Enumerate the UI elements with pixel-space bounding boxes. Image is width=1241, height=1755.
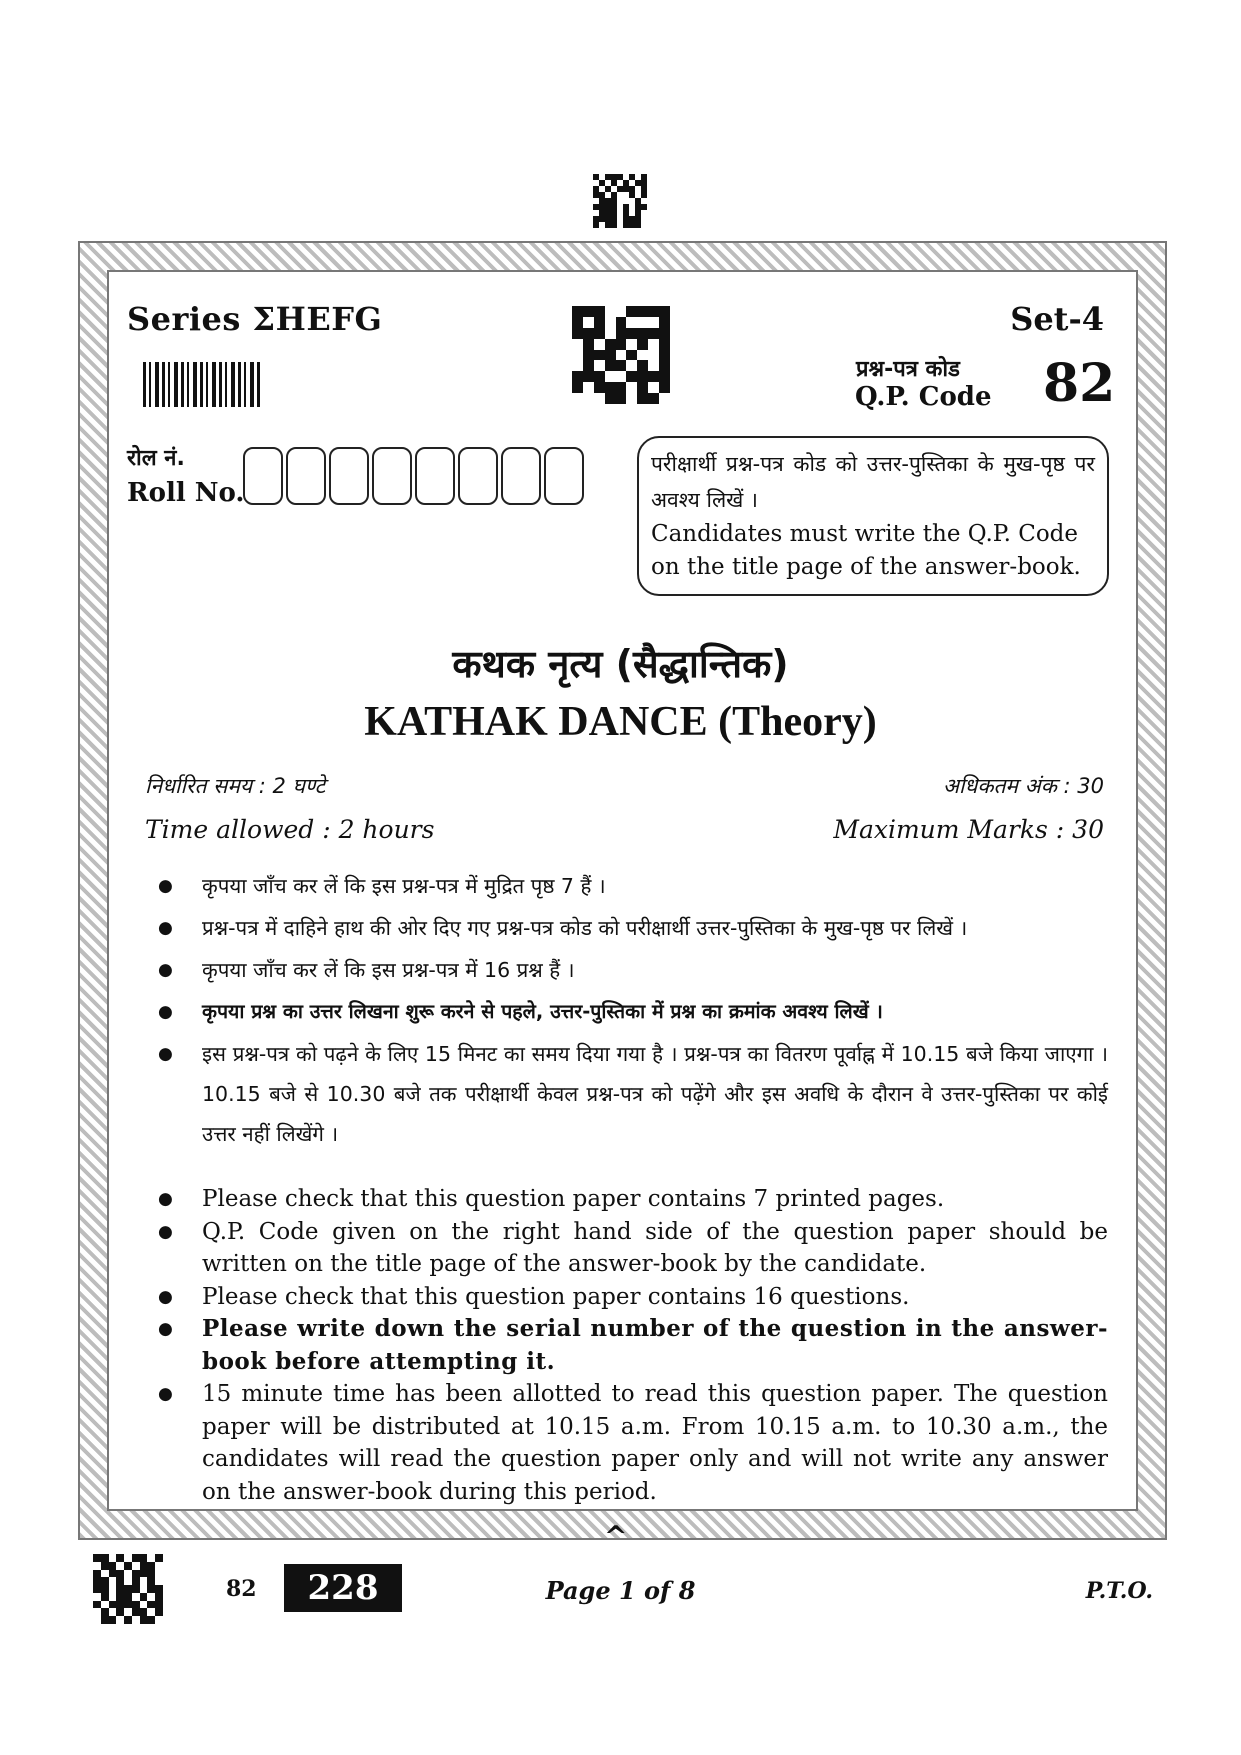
notice-hindi: परीक्षार्थी प्रश्न-पत्र कोड को उत्तर-पुस्तिका के मुख-पृष्ठ पर अवश्य लिखें । — [651, 452, 1095, 512]
instruction-item: ● प्रश्न-पत्र में दाहिने हाथ की ओर दिए गए प्रश्न-पत्र कोड को परीक्षार्थी उत्तर-पुस्तिका के मुख-पृष्ठ पर लिखें । — [158, 908, 1108, 948]
time-allowed-hindi: निर्धारित समय : 2 घण्टे — [145, 774, 326, 798]
qp-code-notice — [637, 436, 1109, 596]
roll-digit-box[interactable] — [458, 447, 498, 505]
notice-english: Candidates must write the Q.P. Code on the title page of the answer-book. — [651, 521, 1081, 580]
subject-title-hindi: कथक नृत्य (सैद्धान्तिक) — [452, 642, 789, 686]
subject-title: KATHAK DANCE (Theory) — [364, 699, 877, 745]
roll-digit-box[interactable] — [286, 447, 326, 505]
roll-digit-box[interactable] — [544, 447, 584, 505]
footer-code: 82 — [226, 1576, 257, 1602]
time-allowed: Time allowed : 2 hours — [145, 815, 435, 844]
instruction-item: ● कृपया जाँच कर लें कि इस प्रश्न-पत्र में 16 प्रश्न हैं । — [158, 950, 1108, 990]
set-label: Set-4 — [1010, 300, 1104, 338]
instruction-item: ● Please check that this question paper contains 16 questions. — [158, 1281, 1108, 1314]
roll-no-boxes[interactable] — [243, 447, 584, 505]
instructions-english — [158, 1183, 1108, 1508]
roll-digit-box[interactable] — [415, 447, 455, 505]
instruction-item: ● कृपया जाँच कर लें कि इस प्रश्न-पत्र में मुद्रित पृष्ठ 7 हैं । — [158, 866, 1108, 906]
roll-digit-box[interactable] — [243, 447, 283, 505]
instructions-hindi — [158, 866, 1108, 1156]
qp-code-label-hindi: प्रश्न-पत्र कोड — [856, 357, 960, 382]
roll-digit-box[interactable] — [372, 447, 412, 505]
caret-mark: ^ — [604, 1520, 628, 1553]
instruction-item: ● Please check that this question paper contains 7 printed pages. — [158, 1183, 1108, 1216]
instruction-item: ● कृपया प्रश्न का उत्तर लिखना शुरू करने से पहले, उत्तर-पुस्तिका में प्रश्न का क्रमांक अवश्य लिखें । — [158, 992, 1108, 1032]
page-number: Page 1 of 8 — [545, 1576, 696, 1605]
footer-number-box: 228 — [284, 1564, 402, 1612]
roll-no-label-hindi: रोल नं. — [127, 446, 185, 471]
instruction-item: ● Please write down the serial number of the question in the answer-book before attempting it. — [158, 1313, 1108, 1378]
maximum-marks-hindi: अधिकतम अंक : 30 — [942, 774, 1104, 798]
roll-digit-box[interactable] — [501, 447, 541, 505]
roll-digit-box[interactable] — [329, 447, 369, 505]
qp-code-number: 82 — [1043, 353, 1116, 414]
barcode — [143, 362, 261, 407]
qp-code-label: Q.P. Code — [855, 382, 992, 412]
series-label: Series ΣHEFG — [127, 300, 383, 338]
instruction-item: ● Q.P. Code given on the right hand side of the question paper should be written on the title page of the answer-book by the candidate. — [158, 1216, 1108, 1281]
qr-code-top — [593, 174, 647, 228]
roll-no-label: Roll No. — [127, 478, 245, 508]
instruction-item: ● 15 minute time has been allotted to read this question paper. The question paper will be distributed at 10.15 a.m. From 10.15 a.m. to 10.30 a.m., the candidates will read the question paper only and will not write any answer on the answer-book during this period. — [158, 1378, 1108, 1508]
pto-label: P.T.O. — [1085, 1578, 1153, 1604]
instruction-item: ● इस प्रश्न-पत्र को पढ़ने के लिए 15 मिनट का समय दिया गया है । प्रश्न-पत्र का वितरण पूर्वाह्न में 10.15 बजे किया जाएगा । 10.15 बजे से 10.30 बजे तक परीक्षार्थी केवल प्रश्न-पत्र को पढ़ेंगे और इस अवधि के दौरान वे उत्तर-पुस्तिका पर कोई उत्तर नहीं लिखेंगे । — [158, 1034, 1108, 1154]
maximum-marks: Maximum Marks : 30 — [833, 815, 1104, 844]
